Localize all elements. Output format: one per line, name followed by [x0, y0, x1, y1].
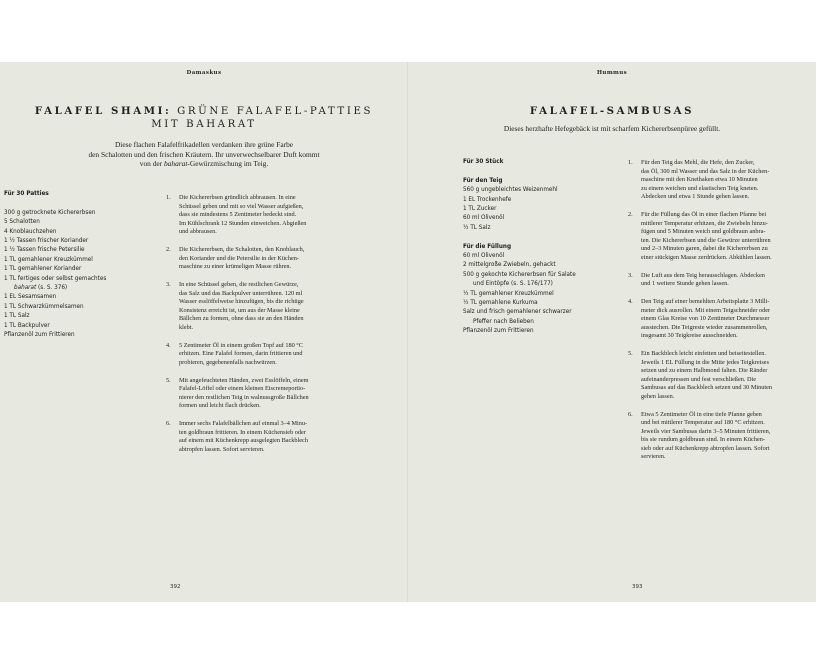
list-item: Pflanzenöl zum Frittieren — [463, 328, 534, 335]
page-number: 392 — [170, 584, 181, 590]
title-line2: MIT BAHARAT — [151, 119, 257, 130]
step-text-line: abtropfen lassen. Sofort servieren. — [179, 445, 265, 453]
list-item: baharat (s. S. 376) — [14, 285, 68, 292]
step-text-line: meter dick ausrollen. Mit einem Teigschneider oder — [641, 306, 771, 314]
list-item: 1 ½ Tassen frische Petersilie — [4, 247, 85, 254]
step-text-line: 5 Zentimeter Öl in einem großen Topf auf 180 °C — [179, 341, 303, 349]
list-item: ½ TL gemahlener Kreuzkümmel — [463, 290, 554, 297]
list-item: 60 ml Olivenöl — [463, 253, 505, 260]
yield: Für 30 Stück — [463, 159, 504, 165]
list-item: 1 TL fertiges oder selbst gemachtes — [4, 275, 107, 282]
list-item: 1 ½ Tassen frischer Koriander — [4, 238, 89, 245]
step-text-line: sieb oder auf Küchenkrepp abtropfen lassen. Sofort — [641, 444, 770, 452]
step-text-line: Abdecken und etwa 1 Stunde gehen lassen. — [641, 193, 750, 200]
ingredient-list — [4, 190, 154, 340]
step-text-line: aufeinanderpressen und fest verschließen. Die — [641, 375, 757, 383]
list-item: 300 g getrocknete Kichererbsen — [4, 209, 96, 216]
list-item: 60 ml Olivenöl — [463, 215, 505, 222]
step-item — [166, 246, 356, 272]
list-item: 560 g ungebleichtes Weizenmehl — [463, 187, 558, 194]
right-page — [408, 62, 816, 602]
step-text-line: zu einem weichen und elastischen Teig kneten. — [641, 184, 759, 192]
step-text-line: und abbrausen. — [179, 228, 217, 235]
list-item: Pflanzenöl zum Frittieren — [4, 332, 75, 339]
step-item — [166, 420, 356, 454]
list-item: 1 TL Zucker — [463, 206, 497, 213]
step-text-line: nierer den restlichen Teig in walnussgroße Bällchen — [179, 393, 309, 401]
step-text-line: Im Kühlschrank 12 Stunden einweichen. Abgießen — [179, 219, 307, 227]
step-text-line: Sambusas auf das Backblech setzen und 30 Minuten — [641, 384, 773, 391]
step-list — [166, 194, 356, 464]
step-text-line: setzen und zu einem Halbmond falten. Die Ränder — [641, 367, 768, 374]
step-text-line: ten goldbraun frittieren. In einem Küchensieb oder — [179, 428, 306, 436]
step-text-line: Etwa 5 Zentimeter Öl in eine tiefe Pfanne geben — [641, 410, 762, 418]
step-text-line: Konsistenz erreicht ist, um aus der Masse kleine — [179, 306, 300, 314]
step-item — [628, 350, 810, 401]
list-item: 1 TL gemahlener Kreuzkümmel — [4, 256, 93, 263]
step-text-line: gehen lassen. — [641, 392, 675, 400]
title-bold: FALAFEL-SAMBUSAS — [529, 105, 695, 117]
step-text-line: erhitzen. Eine Falafel formen, darin frittieren und — [179, 350, 303, 357]
step-text-line: Jeweils 1 EL Füllung in die Mitte jedes Teigkreises — [641, 358, 770, 366]
step-number: 4. — [166, 341, 171, 349]
step-text-line: fügen und 5 Minuten weich und goldbraun anbra- — [641, 228, 766, 235]
step-item — [166, 377, 356, 411]
title-rest: GRÜNE FALAFEL-PATTIES — [177, 106, 374, 117]
book-gutter — [407, 62, 409, 602]
step-item — [166, 342, 356, 368]
step-text-line: ten. Die Kichererbsen und die Gewürze unterrühren — [641, 236, 771, 244]
list-item: und Eintöpfe (s. S. 176/177) — [473, 281, 553, 288]
step-item — [628, 159, 810, 202]
step-number: 1. — [166, 194, 171, 201]
recipe-intro: Diese flachen Falafelfrikadellen verdanken ihre grüne Farbe den Schalotten und den frischen Kräutern. Ihr unverwechselbarer Duft kommt von der baharat-Gewürzmischung im Teig. — [88, 140, 320, 169]
list-item: 4 Knoblauchzehen — [4, 228, 57, 235]
step-item — [166, 194, 356, 237]
left-page — [0, 62, 408, 602]
step-number: 6. — [166, 420, 171, 427]
step-number: 2. — [628, 211, 633, 218]
step-text-line: Immer sechs Falafelbällchen auf einmal 3–4 Minu- — [179, 420, 308, 427]
step-text-line: dass sie mindestens 5 Zentimeter bedeckt sind. — [179, 211, 297, 218]
running-head: Damaskus — [186, 70, 222, 76]
step-text-line: Mit angefeuchteten Händen, zwei Esslöffeln, einem — [179, 376, 309, 384]
running-head: Hummus — [596, 70, 628, 76]
step-text-line: den Koriander und die Petersilie in der Küchen- — [179, 254, 299, 262]
step-text-line: probieren, gegebenenfalls nachwürzen. — [179, 358, 277, 366]
list-item: ½ TL gemahlene Kurkuma — [463, 300, 538, 307]
step-text-line: und 2–3 Minuten garen, dabei die Kichererbsen zu — [641, 245, 768, 252]
title-bold: FALAFEL SHAMI: — [34, 105, 172, 117]
step-number: 2. — [166, 246, 171, 253]
step-item — [628, 272, 810, 289]
list-item: Salz und frisch gemahlener schwarzer — [463, 309, 572, 316]
step-text-line: In eine Schüssel geben, die restlichen Gewürze, — [179, 281, 299, 288]
step-text-line: Falafel-Löffel oder einem kleinen Eiscremeportio- — [179, 385, 306, 392]
step-number: 5. — [166, 376, 171, 384]
step-text-line: maschine zu einer krümeligen Masse rühren. — [179, 263, 292, 270]
list-item: 1 TL gemahlener Koriander — [4, 266, 82, 273]
recipe-title — [0, 105, 408, 131]
step-text-line: Bällchen zu formen, ohne dass sie an den Händen — [179, 315, 304, 322]
step-item — [628, 411, 810, 462]
list-item: 1 TL Schwarzkümmelsamen — [4, 303, 84, 310]
step-text-line: Die Kichererbsen, die Schalotten, den Knoblauch, — [179, 246, 305, 253]
step-text-line: Schüssel geben und mit so viel Wasser aufgießen, — [179, 202, 304, 210]
list-item: 1 EL Sesamsamen — [4, 294, 57, 301]
step-number: 3. — [628, 271, 633, 279]
step-text-line: Jeweils vier Sambusas darin 3–5 Minuten frittieren, — [641, 427, 771, 435]
step-text-line: einer stückigen Masse zerdrücken. Abkühlen lassen. — [641, 253, 772, 261]
step-text-line: und bei mittlerer Temperatur auf 180 °C erhitzen. — [641, 419, 765, 426]
page-number: 393 — [632, 584, 643, 590]
step-item — [628, 211, 810, 262]
step-text-line: Für den Teig das Mehl, die Hefe, den Zucker, — [641, 159, 755, 166]
step-number: 6. — [628, 410, 633, 418]
step-text-line: das Salz und das Backpulver unterrühren. 120 ml — [179, 289, 303, 297]
step-number: 1. — [628, 159, 633, 166]
step-text-line: Ein Backblech leicht einfetten und beiseitestellen. — [641, 350, 766, 357]
list-item: ½ TL Salz — [463, 224, 491, 231]
step-text-line: Für die Füllung das Öl in einer flachen Pfanne bei — [641, 211, 767, 218]
step-text-line: das Öl, 300 ml Wasser und das Salz in der Küchen- — [641, 167, 770, 175]
list-item: 1 TL Backpulver — [4, 322, 50, 329]
step-text-line: mittlerer Temperatur erhitzen, die Zwiebeln hinzu- — [641, 219, 768, 227]
list-item: 2 mittelgroße Zwiebeln, gehackt — [463, 262, 556, 269]
section-heading: Für die Füllung — [463, 243, 512, 250]
step-number: 5. — [628, 350, 633, 357]
step-item — [628, 298, 810, 341]
recipe-title — [408, 105, 816, 118]
step-list — [628, 159, 810, 471]
list-item: Pfeffer nach Belieben — [473, 318, 534, 325]
step-item — [166, 281, 356, 332]
step-text-line: bis sie rundum goldbraun sind. In einem Küchen- — [641, 436, 765, 443]
recipe-intro: Dieses herzhafte Hefegebäck ist mit scharfem Kichererbsenpüree gefüllt. — [503, 124, 721, 133]
section-heading: Für den Teig — [463, 177, 503, 184]
list-item: 500 g gekochte Kichererbsen für Salate — [463, 271, 576, 278]
list-item: 1 TL Salz — [4, 313, 30, 320]
step-text-line: Wasser esslöffelweise hinzufügen, bis die richtige — [179, 298, 304, 305]
ingredient-list — [463, 158, 613, 337]
step-text-line: formen und leicht flach drücken. — [179, 402, 261, 409]
step-text-line: Die Luft aus dem Teig herausschlagen. Abdecken — [641, 271, 765, 279]
step-number: 3. — [166, 281, 171, 288]
yield: Für 30 Patties — [4, 191, 49, 197]
step-text-line: Die Kichererbsen gründlich abbrausen. In eine — [179, 194, 296, 201]
step-number: 4. — [628, 298, 633, 305]
step-text-line: und 1 weitere Stunde gehen lassen. — [641, 280, 729, 287]
list-item: 1 EL Trockenhefe — [463, 196, 512, 203]
step-text-line: auf einem mit Küchenkrepp ausgelegten Backblech — [179, 437, 308, 444]
step-text-line: servieren. — [641, 453, 666, 460]
step-text-line: Den Teig auf einer bemehlten Arbeitsplatte 3 Milli- — [641, 298, 770, 305]
step-text-line: ausstechen. Die Teigreste wieder zusammenrollen, — [641, 323, 768, 331]
step-text-line: klebt. — [179, 323, 194, 331]
step-text-line: insgesamt 30 Teigkreise ausschneiden. — [641, 332, 738, 339]
step-text-line: einem Glas Kreise von 10 Zentimeter Durchmesser — [641, 315, 770, 322]
step-text-line: maschine mit den Knethaken etwa 10 Minuten — [641, 176, 758, 183]
list-item: 5 Schalotten — [4, 219, 40, 226]
